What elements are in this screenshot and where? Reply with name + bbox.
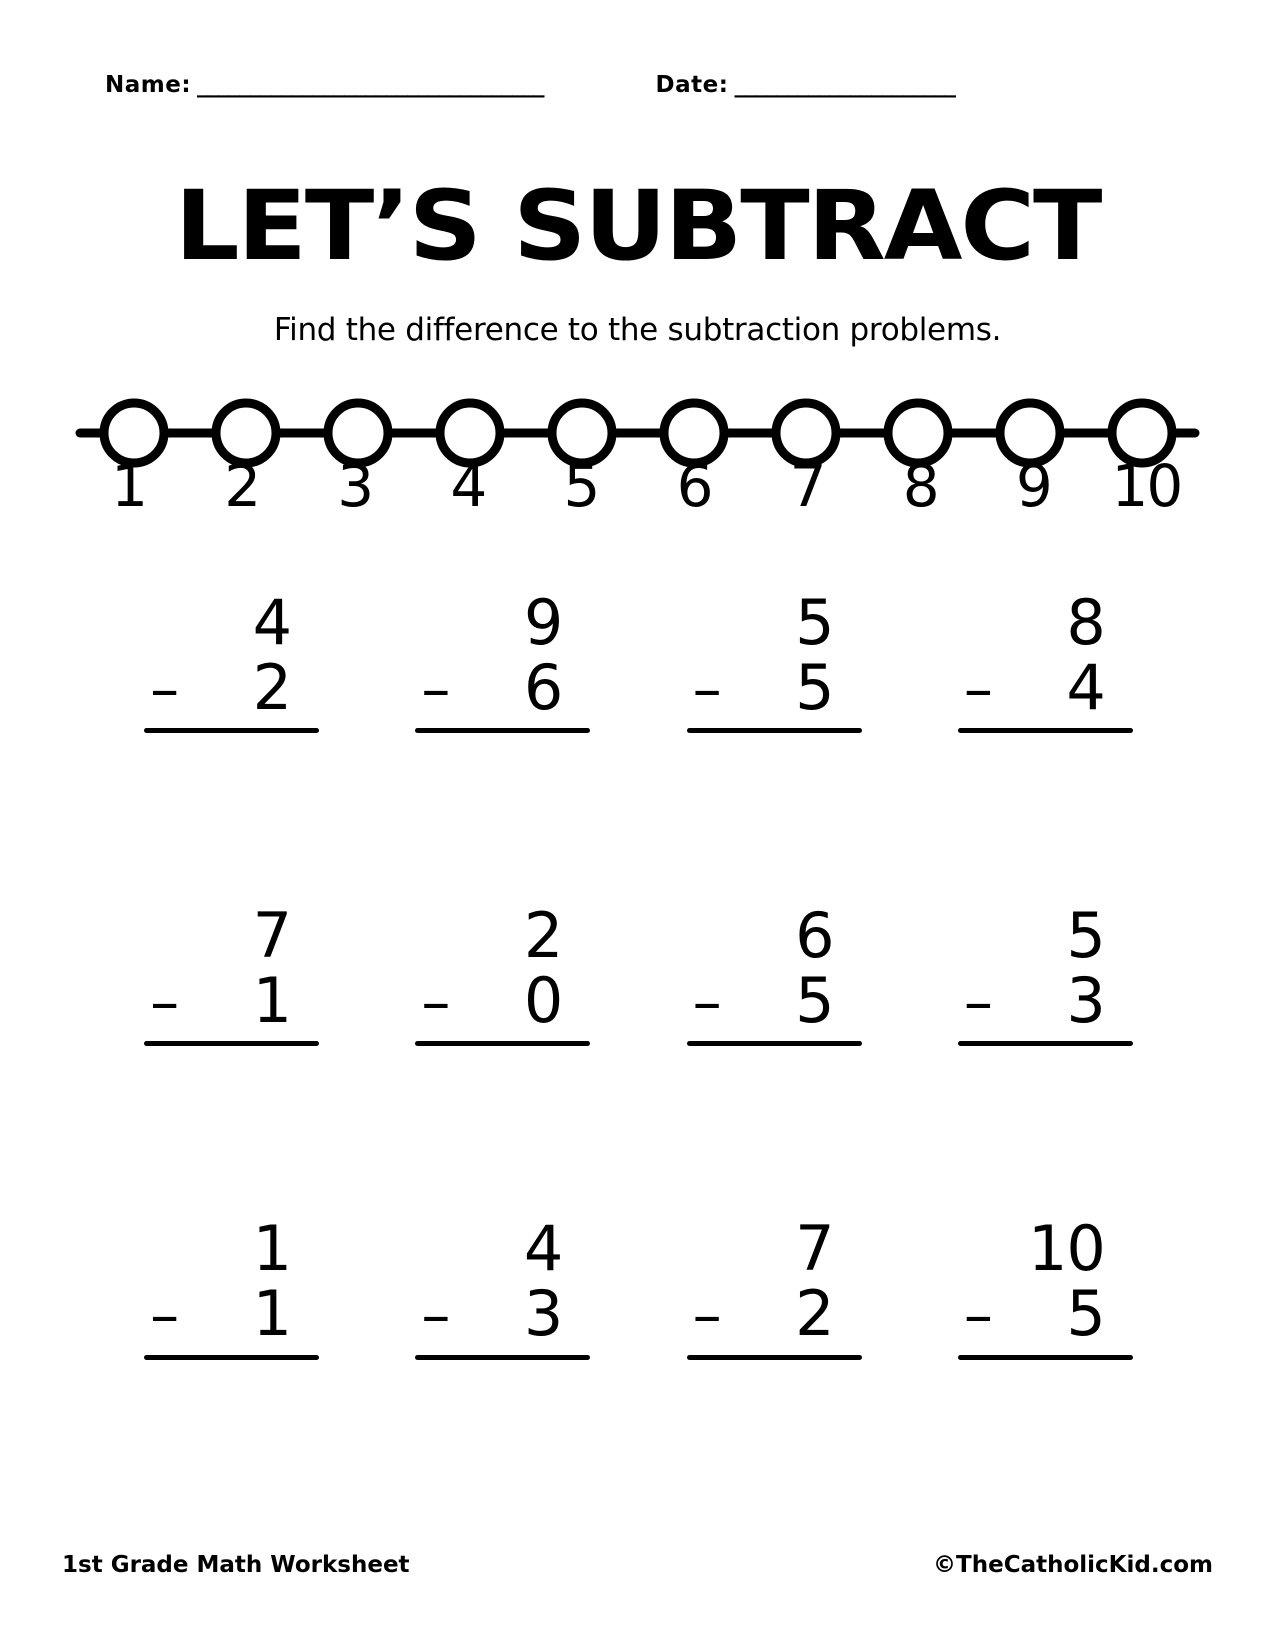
subtrahend: 4 [1066, 651, 1105, 725]
number-line-label: 8 [902, 452, 938, 520]
minuend: 5 [795, 586, 834, 659]
subtrahend: 3 [523, 1277, 563, 1351]
problem-item [910, 1212, 1181, 1359]
answer-rule[interactable] [958, 728, 1133, 733]
problem-item [367, 899, 638, 1046]
minus-sign-icon: – [692, 968, 721, 1037]
answer-rule[interactable] [687, 1041, 862, 1046]
problem-item [96, 899, 367, 1046]
number-line-label: 6 [676, 452, 712, 520]
subtrahend: 3 [1066, 964, 1105, 1038]
minus-sign-icon: – [692, 655, 721, 724]
problem-grid [96, 586, 1181, 1360]
problem-item [367, 1212, 638, 1359]
page-title: LET’S SUBTRACT [174, 170, 1101, 282]
minus-sign-icon: – [150, 968, 179, 1037]
answer-rule[interactable] [415, 1355, 590, 1360]
minuend: 4 [252, 586, 292, 659]
answer-rule[interactable] [687, 728, 862, 733]
number-line-label: 4 [450, 452, 486, 520]
date-field [656, 72, 955, 98]
problem-item [367, 586, 638, 733]
minus-sign-icon: – [421, 968, 450, 1037]
footer-left-label: 1st Grade Math Worksheet [62, 1552, 410, 1578]
minus-sign-icon: – [963, 655, 992, 724]
subtrahend: 5 [1066, 1277, 1105, 1351]
minuend: 1 [252, 1212, 292, 1286]
problem-item [639, 586, 910, 733]
minuend: 9 [523, 586, 563, 659]
minuend: 2 [523, 899, 563, 973]
problem-row [96, 1212, 1181, 1359]
subtrahend: 0 [523, 964, 563, 1038]
subtrahend: 2 [252, 651, 292, 725]
name-field [105, 72, 544, 98]
minus-sign-icon: – [150, 1281, 179, 1350]
problem-item [910, 586, 1181, 733]
number-line-label: 10 [1111, 452, 1182, 520]
problem-item [639, 899, 910, 1046]
answer-rule[interactable] [144, 1355, 319, 1360]
minus-sign-icon: – [963, 1281, 992, 1350]
worksheet-header [105, 72, 1170, 98]
answer-rule[interactable] [958, 1355, 1133, 1360]
minus-sign-icon: – [421, 1281, 450, 1350]
answer-rule[interactable] [415, 1041, 590, 1046]
minuend: 7 [252, 899, 292, 973]
problem-row [96, 899, 1181, 1046]
number-line-label: 9 [1015, 452, 1051, 520]
page-subtitle: Find the difference to the subtraction problems. [273, 312, 1002, 348]
number-line-labels [72, 452, 1203, 520]
number-line-label: 7 [789, 452, 825, 520]
minus-sign-icon: – [692, 1281, 721, 1350]
subtrahend: 1 [252, 1277, 292, 1351]
problem-item [910, 899, 1181, 1046]
minuend: 10 [1027, 1212, 1105, 1286]
problem-item [96, 1212, 367, 1359]
minus-sign-icon: – [421, 655, 450, 724]
answer-rule[interactable] [687, 1355, 862, 1360]
answer-rule[interactable] [958, 1041, 1133, 1046]
name-label: Name: [105, 72, 192, 98]
answer-rule[interactable] [415, 728, 590, 733]
minuend: 8 [1066, 586, 1105, 659]
name-blank-line: _________________________________ [197, 72, 544, 98]
answer-rule[interactable] [144, 1041, 319, 1046]
answer-rule[interactable] [144, 728, 319, 733]
number-line-label: 1 [111, 452, 146, 520]
number-line-label: 5 [563, 452, 599, 520]
worksheet-footer [62, 1552, 1213, 1578]
number-line [72, 385, 1203, 535]
minuend: 4 [523, 1212, 563, 1286]
number-line-label: 2 [224, 452, 260, 520]
minus-sign-icon: – [150, 655, 179, 724]
problem-row [96, 586, 1181, 733]
subtrahend: 1 [252, 964, 292, 1038]
problem-item [96, 586, 367, 733]
problem-item [639, 1212, 910, 1359]
date-blank-line: _____________________ [734, 72, 955, 98]
number-line-label: 3 [337, 452, 373, 520]
subtrahend: 5 [795, 964, 834, 1038]
subtrahend: 2 [795, 1277, 834, 1351]
subtrahend: 5 [795, 651, 834, 725]
date-label: Date: [655, 72, 729, 98]
minuend: 5 [1066, 899, 1105, 973]
minuend: 6 [795, 899, 834, 973]
footer-right-credit: ©TheCatholicKid.com [933, 1552, 1213, 1578]
minus-sign-icon: – [963, 968, 992, 1037]
minuend: 7 [795, 1212, 834, 1286]
subtrahend: 6 [523, 651, 563, 725]
